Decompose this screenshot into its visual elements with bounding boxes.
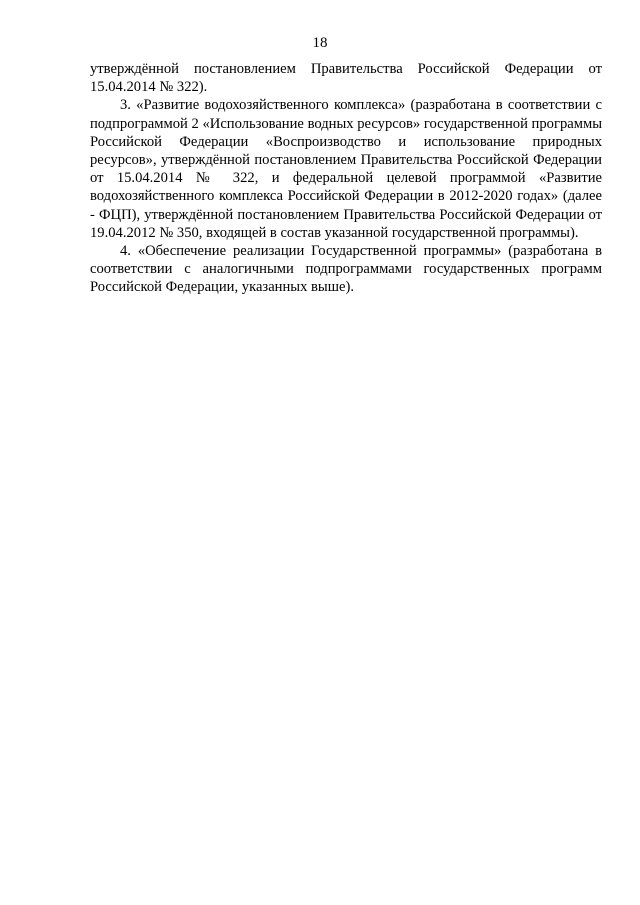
page-number: 18 bbox=[312, 35, 328, 51]
paragraph-continuation: утверждённой постановлением Правительства Российской Федерации от 15.04.2014 № 322). bbox=[90, 61, 602, 96]
paragraph-item-4: 4. «Обеспечение реализации Государственной программы» (разработана в соответствии с аналогичными подпрограммами государственных программ Российской Федерации, указанных выше). bbox=[90, 243, 602, 296]
document-body bbox=[90, 60, 602, 297]
paragraph-item-3: 3. «Развитие водохозяйственного комплекса» (разработана в соответствии с подпрограммой 2 «Использование водных ресурсов» государственной программы Российской Федерации «Воспроизводство и использование природных ресурсов», утверждённой постановлением Правительства Российской Федерации от 15.04.2014 № 322, и федеральной целевой программой «Развитие водохозяйственного комплекса Российской Федерации в 2012-2020 годах» (далее - ФЦП), утверждённой постановлением Правительства Российской Федерации от 19.04.2012 № 350, входящей в состав указанной государственной программы). bbox=[90, 97, 602, 241]
